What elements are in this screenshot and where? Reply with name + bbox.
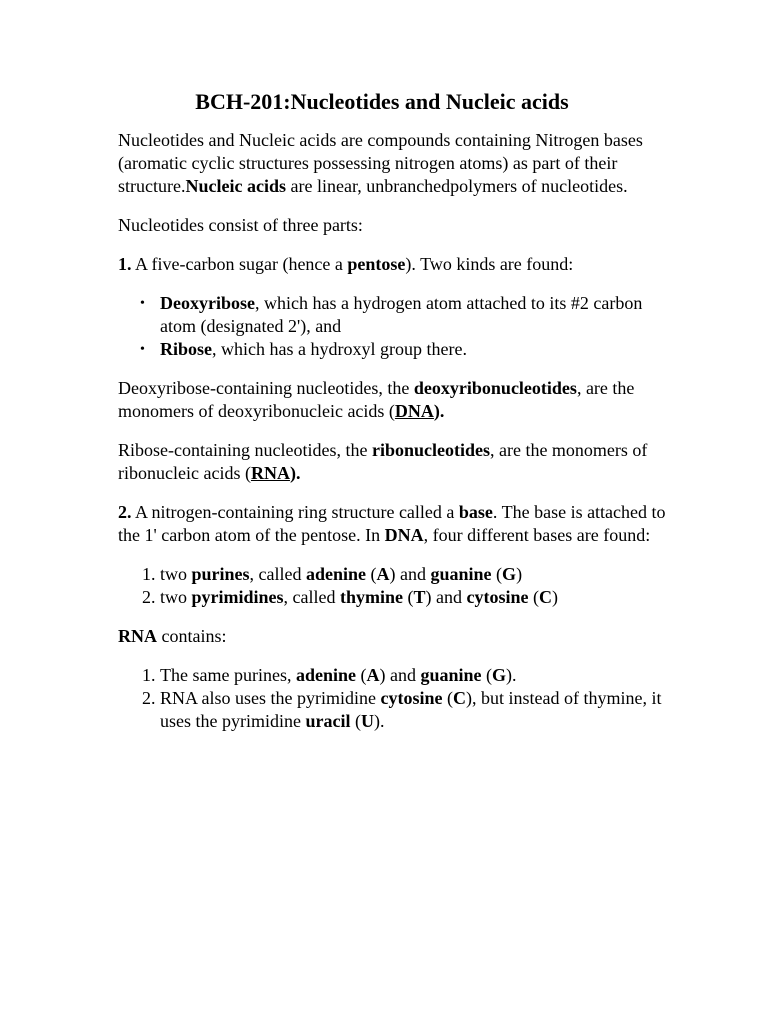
term-pentose: pentose	[347, 254, 406, 274]
part2-text-mid: . The base is attached to the 1' carbon atom of the pentose. In	[118, 502, 666, 545]
term-cytosine: cytosine	[380, 688, 443, 708]
item-text: RNA also uses the pyrimidine	[160, 688, 381, 708]
rna-text: contains:	[157, 626, 227, 646]
item-text: two	[160, 564, 192, 584]
deoxy-paragraph	[118, 377, 678, 423]
rna-bases-list	[118, 664, 678, 733]
term-guanine: guanine	[420, 665, 482, 685]
list-item	[160, 338, 678, 361]
item-text: ).	[373, 711, 385, 731]
part2-text: A nitrogen-containing ring structure called a	[131, 502, 459, 522]
item-text: ) and	[379, 665, 421, 685]
term-cytosine: cytosine	[466, 587, 529, 607]
ribo-text-mid: , are the monomers of ribonucleic acids (	[118, 440, 648, 483]
list-item	[160, 664, 678, 687]
term-adenine: adenine	[306, 564, 367, 584]
item-text: ), but instead of thymine, it uses the pyrimidine	[160, 688, 662, 731]
item-text: ) and	[389, 564, 431, 584]
item-text: (	[491, 564, 503, 584]
item-text: (	[366, 564, 377, 584]
item-text: The same purines,	[160, 665, 296, 685]
term-ribose: Ribose	[160, 339, 213, 359]
term-dna: DNA	[384, 525, 424, 545]
item-text: two	[160, 587, 192, 607]
item-text: (	[350, 711, 361, 731]
base-letter: U	[360, 711, 374, 731]
term-deoxyribose: Deoxyribose	[160, 293, 255, 313]
term-thymine: thymine	[340, 587, 403, 607]
item-text: ) and	[425, 587, 467, 607]
deoxy-text: Deoxyribose-containing nucleotides, the	[118, 378, 414, 398]
intro-text: Nucleotides and Nucleic acids are compounds containing Nitrogen bases (aromatic cyclic structures possessing nitrogen atoms) as part of their structure.	[118, 130, 643, 196]
part1-text-end: ). Two kinds are found:	[405, 254, 574, 274]
page-title: BCH-201:Nucleotides and Nucleic acids	[195, 89, 569, 114]
part1-number: 1.	[118, 254, 132, 274]
item-text: ).	[506, 665, 517, 685]
term-ribonucleotides: ribonucleotides	[371, 440, 490, 460]
ribo-paragraph	[118, 439, 678, 485]
term-adenine: adenine	[295, 665, 356, 685]
item-text: (	[481, 665, 492, 685]
base-letter: G	[502, 564, 517, 584]
parts-intro-paragraph: Nucleotides consist of three parts:	[118, 215, 363, 235]
base-letter: T	[413, 587, 426, 607]
item-text: )	[552, 587, 558, 607]
list-item	[160, 687, 678, 733]
item-text: )	[516, 564, 523, 584]
term-guanine: guanine	[430, 564, 492, 584]
term-base: base	[458, 502, 493, 522]
part2-text-end: , four different bases are found:	[423, 525, 651, 545]
list-item-text: , which has a hydroxyl group there.	[212, 339, 467, 359]
link-rna[interactable]: RNA	[250, 463, 290, 483]
ribo-text-end: ).	[289, 463, 301, 483]
link-dna[interactable]: DNA	[394, 401, 434, 421]
term-deoxyribonucleotides: deoxyribonucleotides	[413, 378, 577, 398]
term-nucleic-acids: Nucleic acids	[185, 176, 286, 196]
term-pyrimidines: pyrimidines	[191, 587, 284, 607]
deoxy-text-end: ).	[433, 401, 445, 421]
dna-bases-list	[118, 563, 678, 609]
list-item	[160, 292, 678, 338]
rna-paragraph	[118, 625, 678, 648]
item-text: (	[442, 688, 453, 708]
item-text: (	[528, 587, 539, 607]
part2-paragraph	[118, 501, 678, 547]
list-item	[160, 563, 678, 586]
list-item-text: , which has a hydrogen atom attached to its #2 carbon atom (designated 2'), and	[160, 293, 643, 336]
base-letter: G	[492, 665, 507, 685]
document-content	[118, 88, 678, 749]
list-item	[160, 586, 678, 609]
deoxy-text-mid: , are the monomers of deoxyribonucleic acids (	[118, 378, 635, 421]
part1-paragraph	[118, 253, 678, 276]
base-letter: C	[452, 688, 466, 708]
base-letter: A	[376, 564, 390, 584]
part2-number: 2.	[118, 502, 132, 522]
base-letter: A	[366, 665, 380, 685]
term-rna: RNA	[118, 626, 157, 646]
item-text: , called	[249, 564, 307, 584]
part1-text: A five-carbon sugar (hence a	[131, 254, 348, 274]
ribo-text: Ribose-containing nucleotides, the	[118, 440, 372, 460]
base-letter: C	[539, 587, 552, 607]
intro-text-end: are linear, unbranchedpolymers of nucleotides.	[285, 176, 628, 196]
sugar-list	[118, 292, 678, 361]
intro-paragraph	[118, 129, 678, 198]
item-text: , called	[283, 587, 340, 607]
item-text: (	[403, 587, 414, 607]
term-purines: purines	[191, 564, 250, 584]
term-uracil: uracil	[305, 711, 351, 731]
item-text: (	[355, 665, 367, 685]
